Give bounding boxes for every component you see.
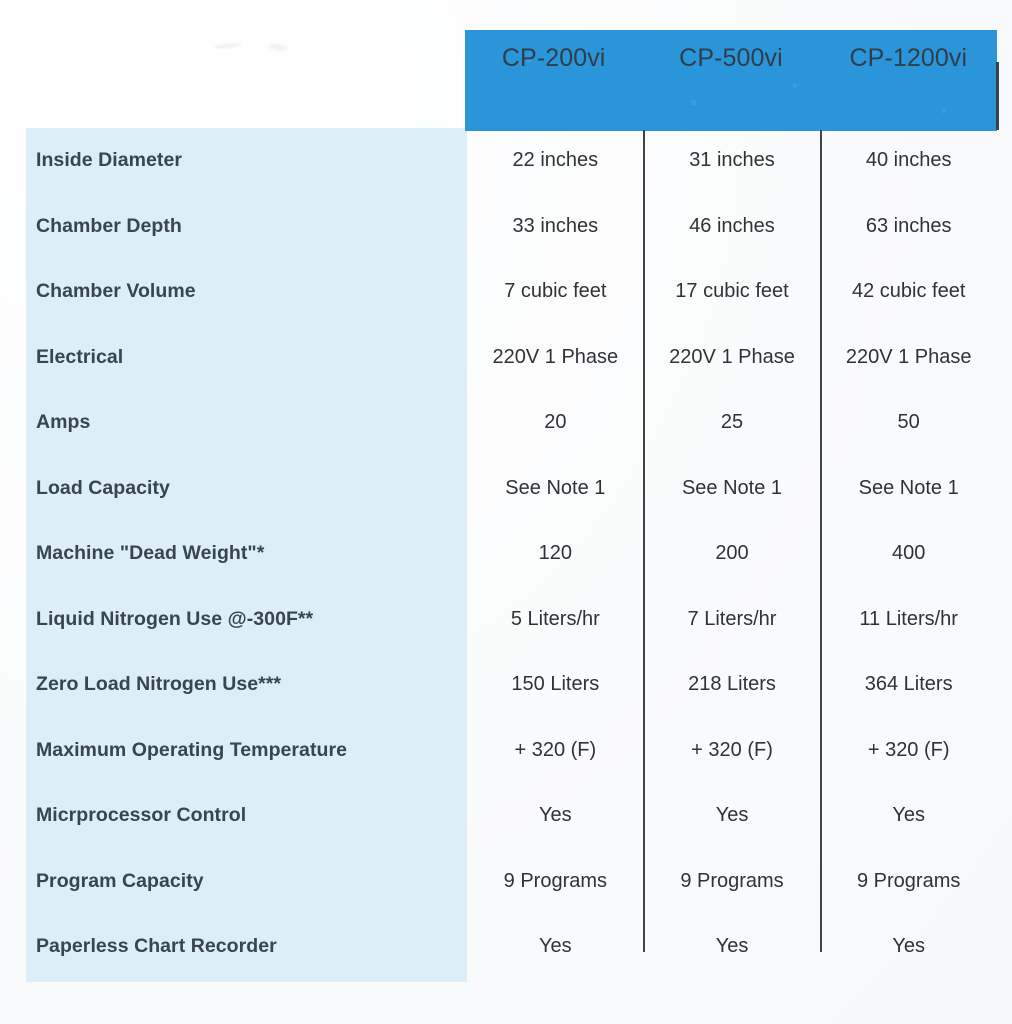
- cell-value: Yes: [539, 804, 572, 827]
- model-header-row: [465, 30, 997, 86]
- cell-value: 22 inches: [512, 149, 599, 172]
- row-values: [467, 608, 997, 631]
- row-values: [467, 673, 997, 696]
- cell-value: See Note 1: [858, 476, 959, 499]
- cell-value: See Note 1: [681, 476, 783, 499]
- row-label: Program Capacity: [36, 869, 204, 892]
- table-row: [0, 390, 1012, 456]
- cell-value: 9 Programs: [503, 869, 608, 892]
- table-row: [0, 783, 1012, 849]
- cell-value: 364 Liters: [864, 673, 953, 696]
- cell-value: 9 Programs: [856, 869, 961, 892]
- column-header-cp-200vi: CP-200vi: [501, 43, 606, 72]
- table-row: [0, 521, 1012, 587]
- row-values: [467, 215, 997, 238]
- cell-value: See Note 1: [505, 476, 606, 499]
- table-row: [0, 587, 1012, 653]
- cell-value: 20: [544, 411, 567, 434]
- column-header-cp-500vi: CP-500vi: [679, 43, 783, 72]
- table-row: [0, 914, 1012, 980]
- cell-value: 17 cubic feet: [675, 280, 789, 303]
- row-label: Chamber Depth: [36, 214, 182, 237]
- row-values: [467, 149, 997, 172]
- row-values: [467, 804, 997, 827]
- cell-value: 200: [715, 542, 749, 565]
- cell-value: 7 Liters/hr: [687, 607, 777, 630]
- row-label: Paperless Chart Recorder: [36, 935, 277, 958]
- specifications-table: [0, 128, 1012, 980]
- row-label: Load Capacity: [36, 476, 170, 499]
- table-row: [0, 259, 1012, 325]
- row-values: [467, 346, 997, 369]
- row-label: Micrprocessor Control: [36, 804, 247, 827]
- row-values: [467, 935, 997, 958]
- cell-value: Yes: [892, 804, 925, 827]
- row-label: Amps: [36, 411, 91, 434]
- row-label: Zero Load Nitrogen Use***: [36, 673, 282, 696]
- row-label: Liquid Nitrogen Use @-300F**: [36, 607, 314, 630]
- cell-value: 40 inches: [865, 149, 952, 172]
- cell-value: 400: [891, 542, 926, 565]
- cell-value: 220V 1 Phase: [669, 345, 795, 368]
- cell-value: 42 cubic feet: [851, 280, 966, 303]
- cell-value: 150 Liters: [511, 673, 600, 696]
- row-values: [467, 411, 997, 434]
- cell-value: 5 Liters/hr: [510, 607, 600, 630]
- row-values: [467, 542, 997, 565]
- row-label: Chamber Volume: [36, 280, 196, 303]
- cell-value: 220V 1 Phase: [845, 345, 972, 368]
- header-band-right-edge: [996, 62, 999, 130]
- row-label: Inside Diameter: [36, 149, 182, 172]
- row-label: Machine "Dead Weight"*: [36, 542, 265, 565]
- cell-value: Yes: [715, 935, 749, 958]
- cell-value: 218 Liters: [688, 673, 776, 696]
- table-row: [0, 652, 1012, 718]
- table-row: [0, 849, 1012, 915]
- table-row: [0, 128, 1012, 194]
- row-values: [467, 870, 997, 893]
- cell-value: Yes: [892, 935, 925, 958]
- row-values: [467, 477, 997, 500]
- cell-value: Yes: [715, 804, 749, 827]
- table-row: [0, 325, 1012, 391]
- column-header-cp-1200vi: CP-1200vi: [849, 43, 968, 72]
- model-header-band: [465, 30, 997, 131]
- table-row: [0, 456, 1012, 522]
- row-label: Electrical: [36, 345, 124, 368]
- cell-value: 25: [720, 411, 744, 434]
- cell-value: 31 inches: [689, 149, 775, 172]
- table-row: [0, 194, 1012, 260]
- cell-value: + 320 (F): [691, 738, 773, 761]
- cell-value: + 320 (F): [514, 738, 597, 761]
- row-label: Maximum Operating Temperature: [36, 738, 347, 761]
- cell-value: 9 Programs: [680, 869, 784, 892]
- row-values: [467, 739, 997, 762]
- cell-value: + 320 (F): [867, 738, 950, 761]
- cell-value: 7 cubic feet: [504, 280, 607, 303]
- cell-value: 11 Liters/hr: [859, 607, 958, 630]
- cell-value: 220V 1 Phase: [492, 345, 619, 368]
- table-row: [0, 718, 1012, 784]
- cell-value: 63 inches: [865, 214, 952, 237]
- cell-value: 120: [538, 542, 573, 565]
- cell-value: 46 inches: [689, 214, 775, 237]
- cell-value: 33 inches: [512, 214, 599, 237]
- row-values: [467, 280, 997, 303]
- cell-value: Yes: [539, 935, 572, 958]
- cell-value: 50: [897, 411, 920, 434]
